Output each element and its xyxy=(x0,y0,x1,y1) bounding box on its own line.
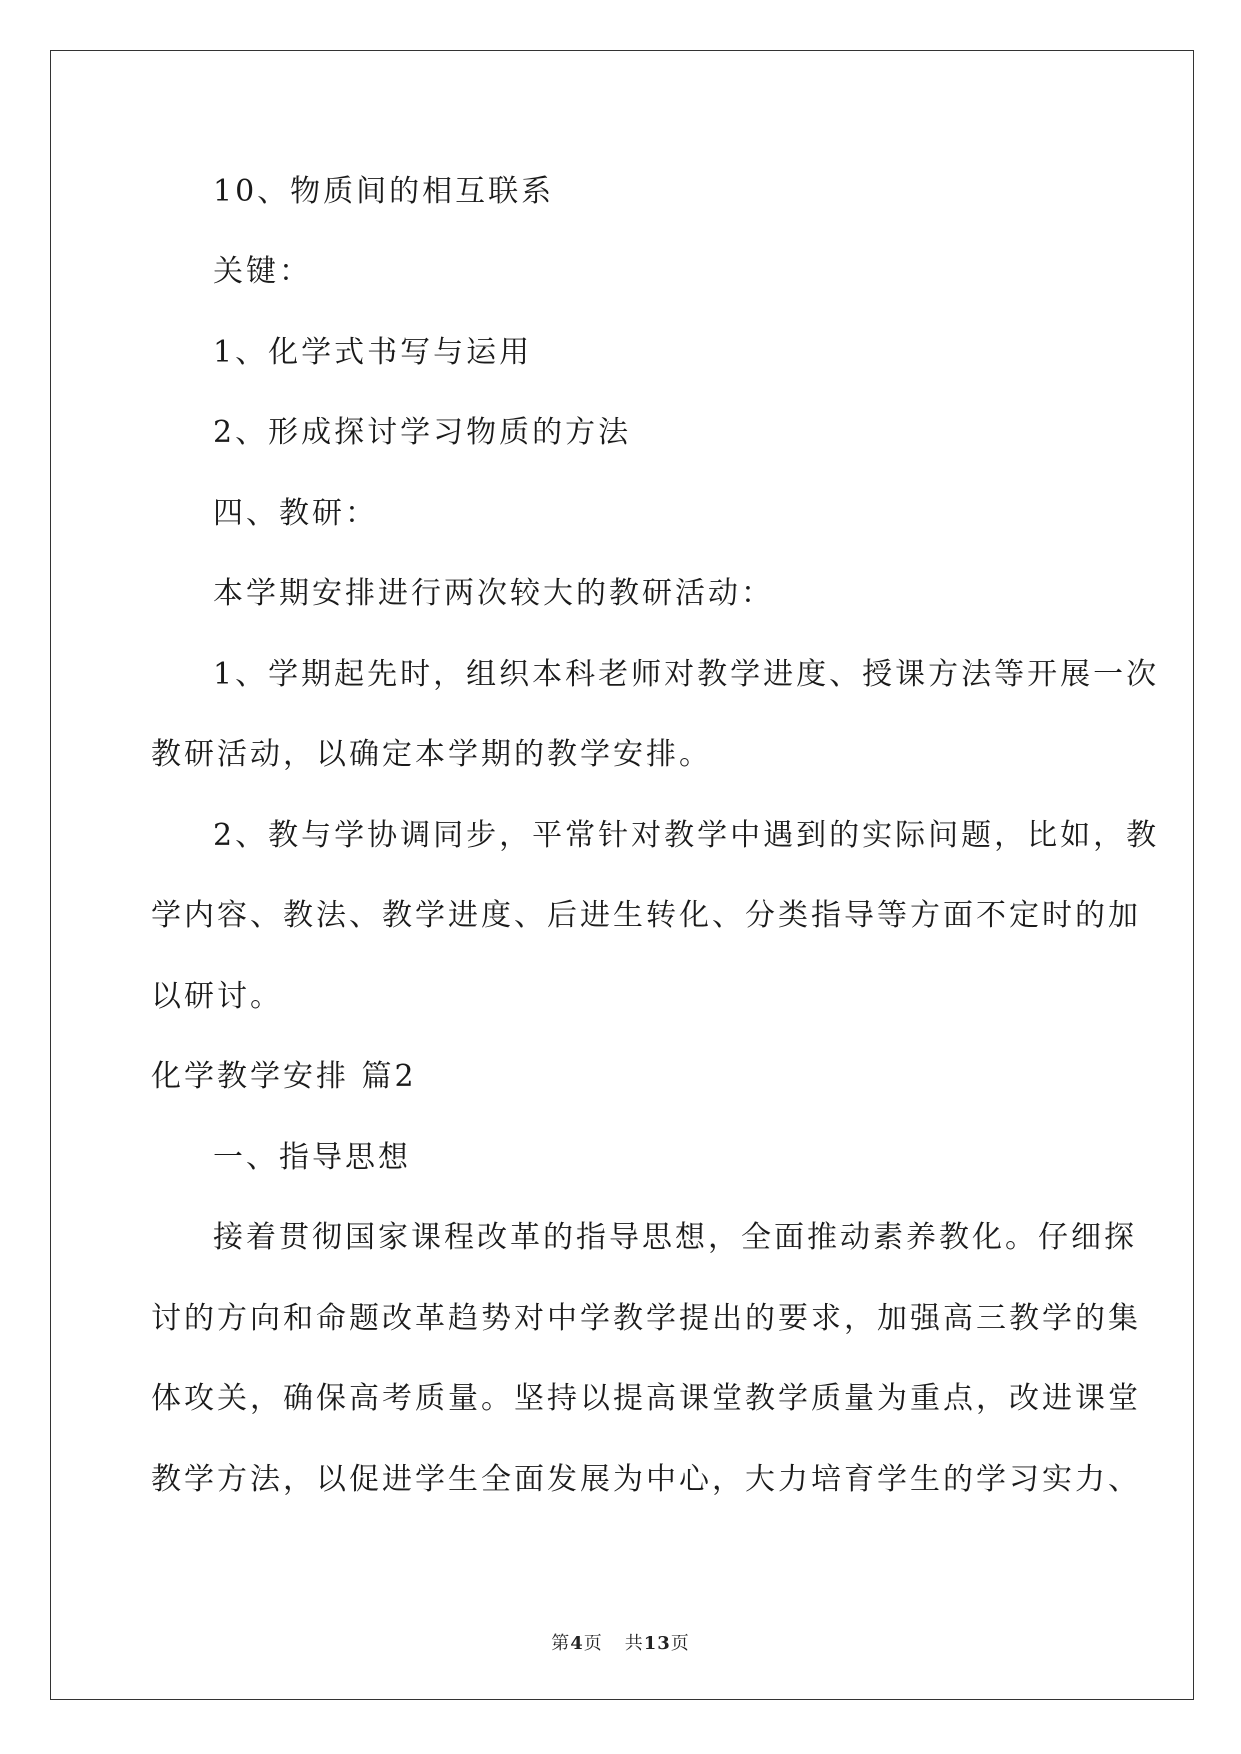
text-line: 2、形成探讨学习物质的方法 xyxy=(213,415,632,450)
page-border xyxy=(50,50,1194,1700)
section-heading: 四、教研： xyxy=(213,496,378,531)
article-title: 化学教学安排 篇2 xyxy=(151,1059,417,1094)
text-line: 2、教与学协调同步，平常针对教学中遇到的实际问题，比如，教 xyxy=(213,818,1160,853)
text-line: 教学方法，以促进学生全面发展为中心，大力培育学生的学习实力、 xyxy=(151,1462,1141,1497)
text-line: 1、学期起先时，组织本科老师对教学进度、授课方法等开展一次 xyxy=(213,657,1160,692)
text-line: 体攻关，确保高考质量。坚持以提高课堂教学质量为重点，改进课堂 xyxy=(151,1381,1141,1416)
text-line: 讨的方向和命题改革趋势对中学教学提出的要求，加强高三教学的集 xyxy=(151,1301,1141,1336)
text-line: 1、化学式书写与运用 xyxy=(213,335,533,370)
page-prefix: 第 xyxy=(551,1633,571,1654)
text-line: 学内容、教法、教学进度、后进生转化、分类指导等方面不定时的加 xyxy=(151,898,1141,933)
total-pages: 13 xyxy=(643,1633,671,1654)
text-line: 关键： xyxy=(213,254,312,289)
text-line: 本学期安排进行两次较大的教研活动： xyxy=(213,576,774,611)
total-suffix: 页 xyxy=(670,1633,690,1654)
text-line: 接着贯彻国家课程改革的指导思想，全面推动素养教化。仔细探 xyxy=(213,1220,1137,1255)
text-line: 教研活动，以确定本学期的教学安排。 xyxy=(151,737,712,772)
text-line: 10、物质间的相互联系 xyxy=(213,174,555,209)
page-number: 4 xyxy=(570,1633,584,1654)
page-footer xyxy=(0,1632,1241,1656)
section-heading: 一、指导思想 xyxy=(213,1140,411,1175)
total-prefix: 共 xyxy=(624,1633,644,1654)
page-suffix: 页 xyxy=(583,1633,603,1654)
text-line: 以研讨。 xyxy=(151,979,283,1014)
